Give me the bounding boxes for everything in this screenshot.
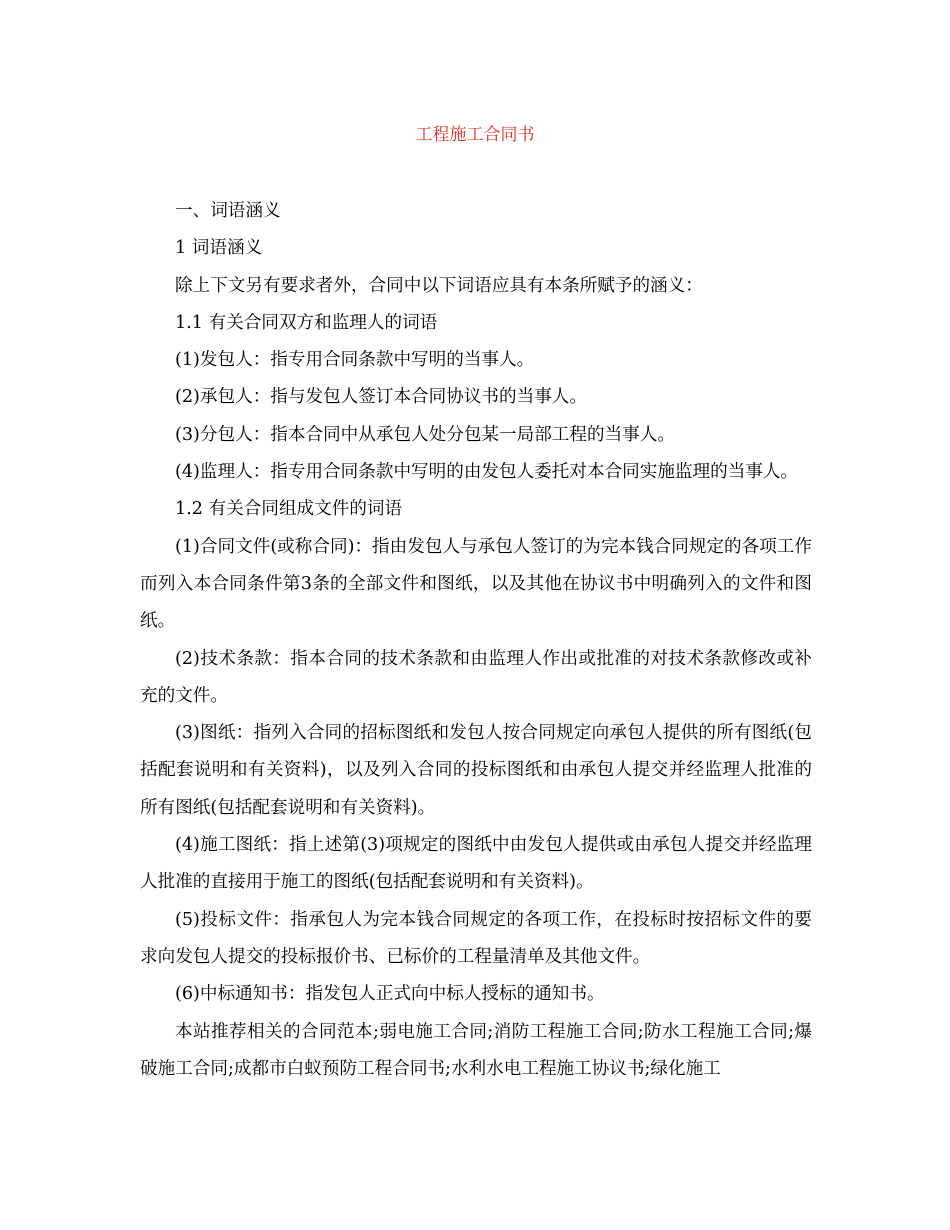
definition-item: (1)合同文件(或称合同)：指由发包人与承包人签订的为完本钱合同规定的各项工作而列入本合同条件第3条的全部文件和图纸，以及其他在协议书中明确列入的文件和图纸。 [140,536,812,632]
definition-item: (6)中标通知书：指发包人正式向中标人授标的通知书。 [175,984,605,1005]
clause-heading: 1 词语涵义 [175,238,263,259]
definition-item: (5)投标文件：指承包人为完本钱合同规定的各项工作，在投标时按招标文件的要求向发包人提交的投标报价书、已标价的工程量清单及其他文件。 [140,909,812,967]
definition-item: (4)施工图纸：指上述第(3)项规定的图纸中由发包人提供或由承包人提交并经监理人批准的直接用于施工的图纸(包括配套说明和有关资料)。 [140,835,812,893]
document-body [140,193,812,1088]
definition-item: (4)监理人：指专用合同条款中写明的由发包人委托对本合同实施监理的当事人。 [175,462,799,483]
definition-item: (1)发包人：指专用合同条款中写明的当事人。 [175,350,535,371]
definition-item: (3)分包人：指本合同中从承包人处分包某一局部工程的当事人。 [175,424,675,445]
paragraph: 除上下文另有要求者外，合同中以下词语应具有本条所赋予的涵义： [175,275,703,296]
document-title: 工程施工合同书 [415,125,535,145]
definition-item: (2)承包人：指与发包人签订本合同协议书的当事人。 [175,387,587,408]
definition-item: (2)技术条款：指本合同的技术条款和由监理人作出或批准的对技术条款修改或补充的文件。 [140,648,812,706]
subclause-heading: 1.1 有关合同双方和监理人的词语 [175,312,438,333]
related-contracts-paragraph: 本站推荐相关的合同范本;弱电施工合同;消防工程施工合同;防水工程施工合同;爆破施工合同;成都市白蚁预防工程合同书;水利水电工程施工协议书;绿化施工 [140,1021,812,1079]
section-heading: 一、词语涵义 [175,201,281,221]
definition-item: (3)图纸：指列入合同的招标图纸和发包人按合同规定向承包人提供的所有图纸(包括配套说明和有关资料)，以及列入合同的投标图纸和由承包人提交并经监理人批准的所有图纸(包括配套说明和有关资料)。 [140,723,812,818]
subclause-heading: 1.2 有关合同组成文件的词语 [175,499,403,520]
